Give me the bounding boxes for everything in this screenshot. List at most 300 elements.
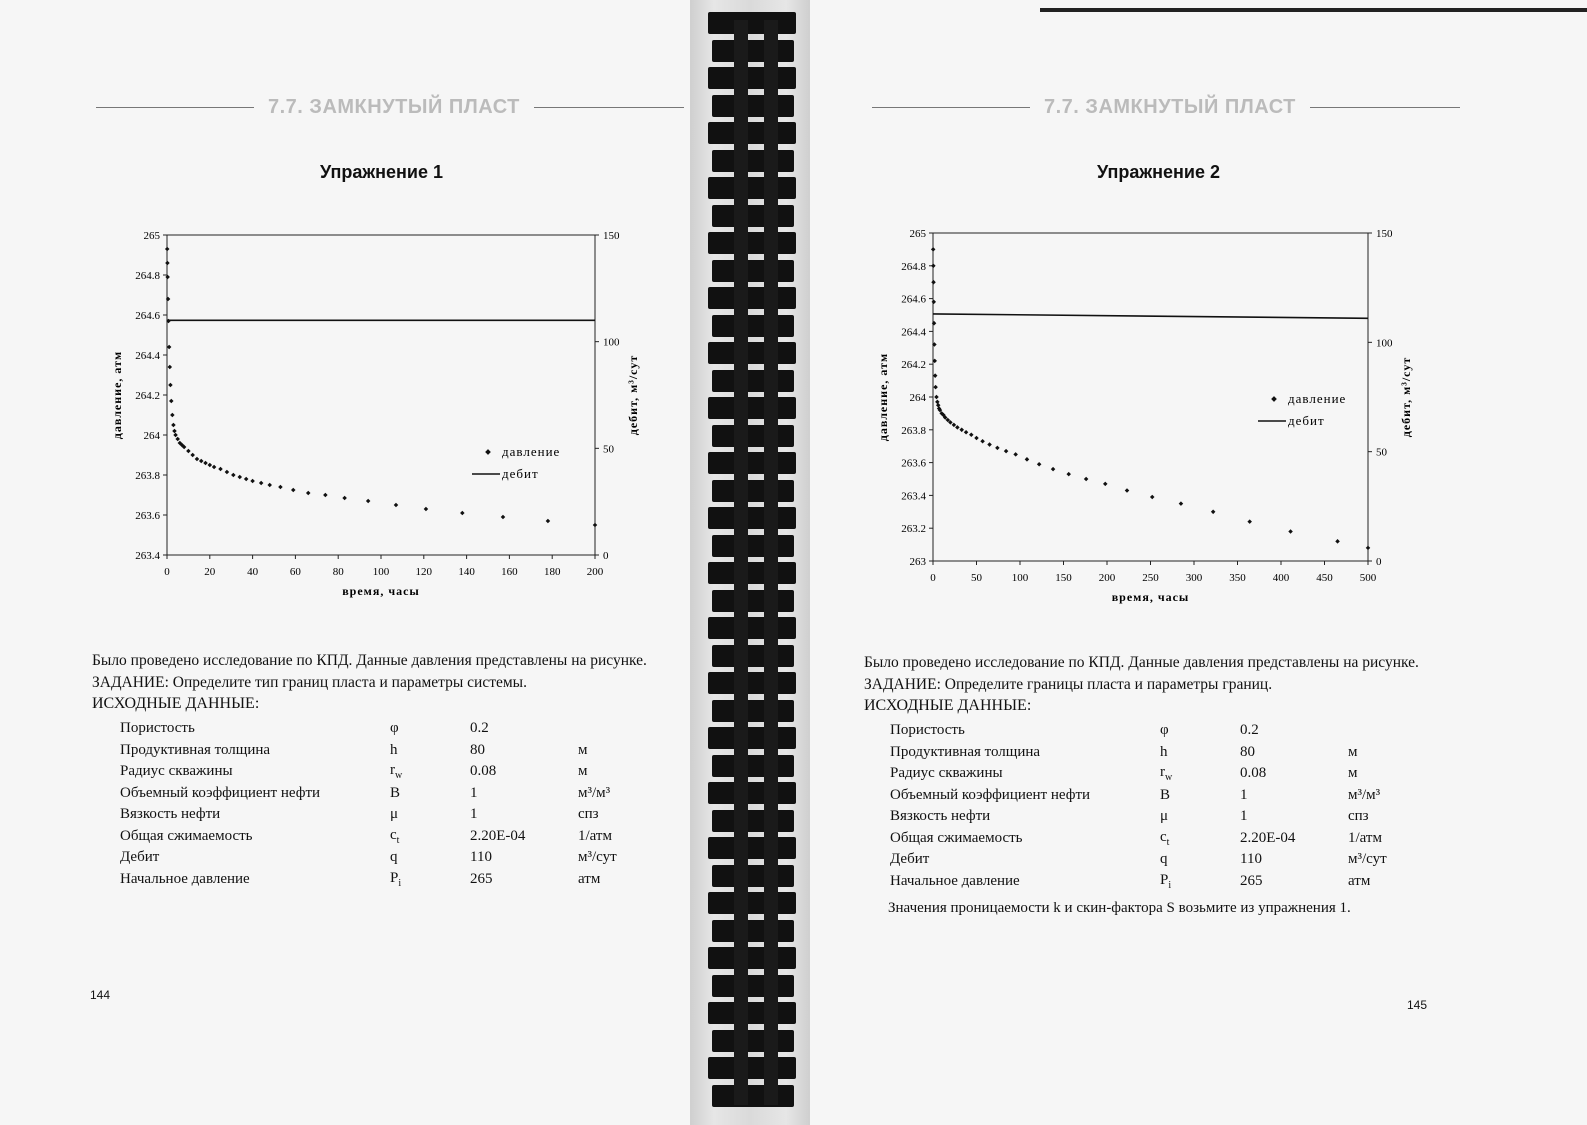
y-tick-label: 263.2 xyxy=(901,523,926,536)
param-name xyxy=(890,720,1160,742)
x-tick-label: 250 xyxy=(1142,572,1159,584)
binding-coil xyxy=(712,425,794,447)
pressure-point xyxy=(225,470,230,475)
page-number-right: 145 xyxy=(1407,998,1428,1012)
param-symbol xyxy=(1160,785,1240,807)
param-row xyxy=(890,849,1418,871)
param-unit-text: м³/сут xyxy=(578,849,617,866)
pressure-point xyxy=(323,493,328,498)
binding-coil xyxy=(708,122,796,144)
param-value xyxy=(1240,871,1348,893)
binding-coil xyxy=(708,287,796,309)
x-tick-label: 60 xyxy=(289,566,301,578)
y-tick-label: 264.2 xyxy=(901,359,926,372)
param-symbol-text: B xyxy=(390,784,401,801)
param-value xyxy=(470,718,578,740)
pressure-point xyxy=(291,488,296,493)
pressure-point xyxy=(259,481,264,486)
x-tick-label: 150 xyxy=(1055,572,1072,584)
y-tick-label: 264 xyxy=(909,392,926,404)
pressure-point xyxy=(931,247,936,252)
param-value-text: 0.2 xyxy=(470,720,489,737)
binding-coil xyxy=(708,177,796,199)
pressure-point xyxy=(955,425,960,430)
binding-coil xyxy=(712,535,794,557)
section-title: 7.7. ЗАМКНУТЫЙ ПЛАСТ xyxy=(1044,95,1296,118)
param-unit-text: м xyxy=(1348,743,1358,760)
x-tick-label: 160 xyxy=(501,566,518,578)
y-tick-label: 264 xyxy=(143,430,160,442)
binding-post xyxy=(764,20,778,1105)
param-name-text: Радиус скважины xyxy=(120,763,233,780)
param-name-text: Объемный коэффициент нефти xyxy=(120,784,321,801)
pressure-point xyxy=(171,423,176,428)
param-name xyxy=(120,740,390,762)
binding-coil xyxy=(708,452,796,474)
params-table-left xyxy=(120,718,648,890)
y-tick-label: 263.4 xyxy=(901,490,926,503)
pressure-point xyxy=(936,403,941,408)
param-symbol-text: B xyxy=(1160,786,1171,803)
y2-tick-label: 0 xyxy=(1376,556,1382,568)
x-tick-label: 100 xyxy=(1011,572,1029,584)
param-symbol-subscript: t xyxy=(1166,836,1170,848)
param-row xyxy=(120,718,648,740)
param-row xyxy=(890,871,1418,893)
param-value xyxy=(1240,828,1348,850)
pressure-point xyxy=(933,373,938,378)
pressure-point xyxy=(231,473,236,478)
param-value xyxy=(1240,720,1348,742)
binding-coil xyxy=(712,865,794,887)
param-row xyxy=(120,740,648,762)
pressure-point xyxy=(342,496,347,501)
y2-tick-label: 150 xyxy=(603,230,620,242)
param-symbol-text: φ xyxy=(390,720,399,737)
param-name-text: Дебит xyxy=(890,851,930,868)
binding-post xyxy=(734,20,748,1105)
legend-marker-pressure xyxy=(485,449,491,455)
param-value-text: 1 xyxy=(470,784,478,801)
binding-coil xyxy=(708,342,796,364)
pressure-point xyxy=(175,437,180,442)
x-tick-label: 20 xyxy=(204,566,216,578)
pressure-point xyxy=(1288,529,1293,534)
chart-exercise-1 xyxy=(105,220,665,610)
pressure-point xyxy=(199,459,204,464)
x-tick-label: 300 xyxy=(1185,572,1203,584)
binding-coil xyxy=(712,645,794,667)
y-tick-label: 264.8 xyxy=(135,270,160,282)
binding-coil xyxy=(708,727,796,749)
param-name xyxy=(120,826,390,848)
param-symbol-text: P xyxy=(1160,871,1169,888)
param-symbol-subscript: w xyxy=(395,770,403,782)
binding-coil xyxy=(712,315,794,337)
param-symbol xyxy=(390,761,470,783)
param-row xyxy=(890,720,1418,742)
binding-coil xyxy=(712,95,794,117)
param-unit-text: м xyxy=(578,741,588,758)
param-unit-text: м xyxy=(578,763,588,780)
binding-coil xyxy=(708,397,796,419)
y2-axis-label: дебит, м³/сут xyxy=(1399,356,1413,438)
description-text: Было проведено исследование по КПД. Данные давления представлены на рисунке. xyxy=(92,652,647,669)
param-value xyxy=(470,740,578,762)
pressure-point xyxy=(593,523,598,528)
param-symbol xyxy=(1160,763,1240,785)
param-value xyxy=(1240,742,1348,764)
param-symbol xyxy=(390,847,470,869)
pressure-point xyxy=(931,280,936,285)
binding-coil xyxy=(708,672,796,694)
pressure-point xyxy=(987,442,992,447)
pressure-point xyxy=(168,365,173,370)
param-name-text: Вязкость нефти xyxy=(120,806,221,823)
param-name xyxy=(120,804,390,826)
task-text: ЗАДАНИЕ: Определите границы пласта и параметры границ. xyxy=(864,675,1273,693)
param-symbol xyxy=(390,869,470,891)
pressure-point xyxy=(1051,467,1056,472)
y-tick-label: 264.6 xyxy=(135,310,160,322)
param-row xyxy=(890,742,1418,764)
right-running-header xyxy=(872,92,1460,122)
pressure-point xyxy=(195,457,200,462)
pressure-point xyxy=(959,428,964,433)
param-name xyxy=(890,806,1160,828)
param-value xyxy=(470,804,578,826)
pressure-point xyxy=(244,477,249,482)
param-unit-text: м xyxy=(1348,765,1358,782)
y2-tick-label: 50 xyxy=(1376,446,1387,459)
param-value xyxy=(1240,785,1348,807)
binding-coil xyxy=(708,1002,796,1024)
param-name-text: Дебит xyxy=(120,849,160,866)
x-tick-label: 350 xyxy=(1229,572,1246,584)
x-tick-label: 140 xyxy=(458,566,475,578)
param-unit-text: спз xyxy=(578,806,599,823)
pressure-point xyxy=(935,400,940,405)
pressure-point xyxy=(969,432,974,437)
left-running-header xyxy=(96,92,684,122)
param-symbol xyxy=(390,783,470,805)
param-symbol-text: h xyxy=(1160,743,1168,760)
param-unit xyxy=(1348,849,1418,871)
y-axis-label: давление, атм xyxy=(876,352,890,442)
pressure-point xyxy=(203,461,208,466)
param-unit-text: м³/м³ xyxy=(1348,786,1381,803)
binding-coil xyxy=(708,617,796,639)
param-symbol xyxy=(1160,849,1240,871)
pressure-point xyxy=(1103,482,1108,487)
y-tick-label: 265 xyxy=(909,228,926,240)
binding-coil xyxy=(712,370,794,392)
param-name-text: Пористость xyxy=(890,722,965,739)
param-name-text: Начальное давление xyxy=(120,870,250,887)
input-data-heading: ИСХОДНЫЕ ДАННЫЕ: xyxy=(92,695,260,712)
legend-label-pressure: давление xyxy=(1288,391,1347,406)
right-text-block xyxy=(864,652,1419,717)
param-unit-text: атм xyxy=(1348,872,1371,889)
exercise-2-title: Упражнение 2 xyxy=(1097,162,1220,182)
param-name xyxy=(890,785,1160,807)
param-row xyxy=(120,783,648,805)
section-title: 7.7. ЗАМКНУТЫЙ ПЛАСТ xyxy=(268,95,520,118)
x-tick-label: 400 xyxy=(1272,572,1290,584)
param-symbol-text: P xyxy=(390,869,399,886)
param-symbol-text: q xyxy=(390,849,398,866)
pressure-point xyxy=(218,467,223,472)
input-data-heading: ИСХОДНЫЕ ДАННЫЕ: xyxy=(864,697,1032,714)
binding-coil xyxy=(712,205,794,227)
pressure-point xyxy=(186,449,191,454)
binding-coil xyxy=(712,755,794,777)
pressure-point xyxy=(167,345,172,350)
param-symbol-text: r xyxy=(1160,764,1165,781)
binding-coil xyxy=(712,40,794,62)
param-name xyxy=(890,742,1160,764)
param-unit xyxy=(578,761,648,783)
pressure-point xyxy=(995,446,1000,451)
pressure-point xyxy=(934,395,939,400)
param-symbol xyxy=(390,740,470,762)
note-text: Значения проницаемости k и скин-фактора S возьмите из упражнения 1. xyxy=(888,900,1351,916)
param-name-text: Пористость xyxy=(120,720,195,737)
param-unit-text: 1/атм xyxy=(578,827,612,844)
x-tick-label: 80 xyxy=(332,566,344,578)
pressure-point xyxy=(172,429,177,434)
param-unit-text: атм xyxy=(578,870,601,887)
param-name xyxy=(890,849,1160,871)
binding-coil xyxy=(708,1057,796,1079)
x-tick-label: 500 xyxy=(1359,572,1377,584)
param-unit xyxy=(1348,742,1418,764)
pressure-point xyxy=(169,399,174,404)
param-symbol xyxy=(1160,720,1240,742)
pressure-point xyxy=(546,519,551,524)
param-unit xyxy=(578,718,648,740)
pressure-point xyxy=(190,453,195,458)
y2-tick-label: 50 xyxy=(603,443,614,456)
header-rule xyxy=(1310,107,1460,108)
legend-label-pressure: давление xyxy=(502,444,561,459)
param-value-text: 1 xyxy=(1240,786,1248,803)
param-value-text: 80 xyxy=(1240,743,1255,760)
pressure-point xyxy=(250,479,255,484)
y-tick-label: 264.6 xyxy=(901,293,926,306)
x-tick-label: 40 xyxy=(247,566,259,578)
param-unit xyxy=(578,804,648,826)
pressure-point xyxy=(212,465,217,470)
y-tick-label: 263 xyxy=(909,556,926,568)
y2-tick-label: 0 xyxy=(603,550,609,562)
pressure-point xyxy=(460,511,465,516)
x-tick-label: 0 xyxy=(164,566,170,578)
param-name xyxy=(120,869,390,891)
param-value-text: 80 xyxy=(470,741,485,758)
param-name xyxy=(890,871,1160,893)
pressure-point xyxy=(1084,477,1089,482)
param-unit xyxy=(1348,763,1418,785)
pressure-point xyxy=(1013,452,1018,457)
pressure-point xyxy=(237,475,242,480)
param-row xyxy=(120,869,648,891)
param-symbol xyxy=(1160,828,1240,850)
pressure-point xyxy=(1066,472,1071,477)
param-value-text: 1 xyxy=(1240,808,1248,825)
param-value-text: 0.08 xyxy=(470,763,497,780)
binding-coil xyxy=(708,947,796,969)
x-tick-label: 100 xyxy=(372,566,390,578)
x-tick-label: 180 xyxy=(543,566,561,578)
param-name xyxy=(890,763,1160,785)
param-name-text: Общая сжимаемость xyxy=(890,829,1023,846)
param-value-text: 265 xyxy=(470,870,493,887)
x-axis-label: время, часы xyxy=(342,584,420,598)
pressure-point xyxy=(1037,462,1042,467)
y-tick-label: 263.8 xyxy=(901,424,926,437)
param-value-text: 0.08 xyxy=(1240,765,1267,782)
param-row xyxy=(120,847,648,869)
binding-coil xyxy=(708,232,796,254)
rate-line xyxy=(933,314,1368,318)
y2-axis-label: дебит, м³/сут xyxy=(626,354,640,436)
param-symbol-subscript: w xyxy=(1165,772,1173,784)
y-tick-label: 263.8 xyxy=(135,470,160,482)
pressure-point xyxy=(394,503,399,508)
page-edge-line xyxy=(1040,8,1587,12)
binding-coil xyxy=(712,975,794,997)
pressure-point xyxy=(306,491,311,496)
y-axis-label: давление, атм xyxy=(110,350,124,440)
param-unit xyxy=(1348,720,1418,742)
param-unit-text: м³/м³ xyxy=(578,784,611,801)
pressure-point xyxy=(366,499,371,504)
param-symbol-text: φ xyxy=(1160,722,1169,739)
y-tick-label: 265 xyxy=(143,230,160,242)
param-unit-text: 1/атм xyxy=(1348,829,1382,846)
x-axis-label: время, часы xyxy=(1111,590,1190,604)
header-rule xyxy=(872,107,1030,108)
pressure-point xyxy=(208,463,213,468)
param-row xyxy=(890,806,1418,828)
binding-coil xyxy=(712,480,794,502)
param-name-text: Общая сжимаемость xyxy=(120,827,253,844)
pressure-point xyxy=(1125,488,1130,493)
x-tick-label: 50 xyxy=(971,572,982,584)
pressure-point xyxy=(1211,510,1216,515)
binding-coil xyxy=(712,590,794,612)
legend-marker-pressure xyxy=(1271,396,1277,402)
param-unit xyxy=(1348,871,1418,893)
param-unit xyxy=(578,783,648,805)
y-tick-label: 264.2 xyxy=(135,390,160,402)
binding-coil xyxy=(712,1085,794,1107)
y2-tick-label: 150 xyxy=(1376,228,1393,240)
param-symbol-text: h xyxy=(390,741,398,758)
param-value-text: 2.20E-04 xyxy=(470,827,526,844)
param-value-text: 265 xyxy=(1240,872,1263,889)
param-name xyxy=(890,828,1160,850)
param-symbol xyxy=(1160,806,1240,828)
param-row xyxy=(890,763,1418,785)
legend-label-rate: дебит xyxy=(1288,413,1325,428)
param-name xyxy=(120,761,390,783)
pressure-point xyxy=(166,297,171,302)
param-value-text: 1 xyxy=(470,806,478,823)
param-unit xyxy=(1348,806,1418,828)
pressure-point xyxy=(952,423,957,428)
param-symbol xyxy=(1160,742,1240,764)
pressure-point xyxy=(170,413,175,418)
param-value xyxy=(470,826,578,848)
param-symbol-text: c xyxy=(1160,828,1167,845)
binding-coil xyxy=(708,562,796,584)
param-unit xyxy=(578,869,648,891)
pressure-point xyxy=(1004,449,1009,454)
task-text: ЗАДАНИЕ: Определите тип границ пласта и параметры системы. xyxy=(92,673,527,691)
exercise-1-title: Упражнение 1 xyxy=(320,162,443,182)
param-name-text: Объемный коэффициент нефти xyxy=(890,786,1091,803)
binding-coil xyxy=(708,782,796,804)
x-tick-label: 450 xyxy=(1316,572,1333,584)
pressure-point xyxy=(1335,539,1340,544)
param-symbol xyxy=(390,718,470,740)
pressure-point xyxy=(1366,546,1371,551)
param-value xyxy=(1240,849,1348,871)
pressure-point xyxy=(165,261,170,266)
pressure-point xyxy=(980,439,985,444)
binding-coil xyxy=(708,12,796,34)
param-name-text: Продуктивная толщина xyxy=(120,741,271,758)
param-name-text: Начальное давление xyxy=(890,872,1020,889)
binding-coil xyxy=(712,700,794,722)
pressure-point xyxy=(267,483,272,488)
x-tick-label: 0 xyxy=(930,572,936,584)
param-value xyxy=(1240,806,1348,828)
param-unit-text: спз xyxy=(1348,808,1369,825)
binding-coil xyxy=(712,150,794,172)
param-value-text: 110 xyxy=(1240,851,1262,868)
header-rule xyxy=(96,107,254,108)
param-row xyxy=(120,761,648,783)
spiral-binding xyxy=(690,0,810,1125)
y-tick-label: 263.4 xyxy=(135,550,160,562)
param-name-text: Радиус скважины xyxy=(890,765,1003,782)
param-unit xyxy=(578,847,648,869)
param-symbol-text: μ xyxy=(390,806,399,823)
pressure-point xyxy=(501,515,506,520)
param-unit xyxy=(578,740,648,762)
y-tick-label: 263.6 xyxy=(901,457,926,470)
param-name-text: Продуктивная толщина xyxy=(890,743,1041,760)
param-unit xyxy=(1348,828,1418,850)
binding-coil xyxy=(712,1030,794,1052)
param-row xyxy=(120,826,648,848)
param-symbol-text: c xyxy=(390,826,397,843)
pressure-point xyxy=(974,436,979,441)
param-symbol-subscript: i xyxy=(1168,879,1172,891)
pressure-point xyxy=(964,430,969,435)
y2-tick-label: 100 xyxy=(1376,337,1393,350)
param-value-text: 110 xyxy=(470,849,492,866)
binding-coil xyxy=(708,67,796,89)
y-tick-label: 264.4 xyxy=(135,350,160,362)
param-symbol xyxy=(390,804,470,826)
binding-coil xyxy=(708,507,796,529)
param-row xyxy=(120,804,648,826)
pressure-point xyxy=(932,321,937,326)
